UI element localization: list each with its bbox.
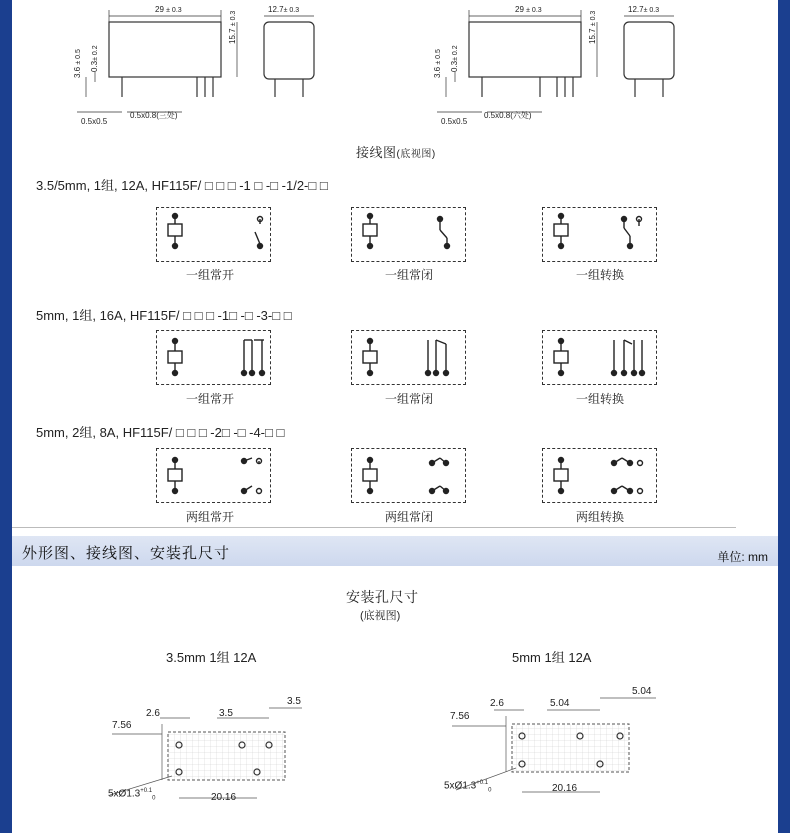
mount-left-pitch2: 3.5 xyxy=(287,696,301,707)
mounting-title: 安装孔尺寸 xyxy=(346,589,419,605)
dim-36-left: 3.6 ± 0.5 xyxy=(73,49,82,78)
mount-right-holes: $5xØ1.3^{+0.1}_0$ xyxy=(444,780,492,794)
wiring-label-1-co: 一组转换 xyxy=(576,268,625,282)
dim-03-left: 0.3± 0.2 xyxy=(90,45,99,72)
mounting-subtitle: (底视图) xyxy=(360,610,401,622)
dim-height-left: 15.7 ± 0.3 xyxy=(228,10,237,44)
dim-pitch-left: 0.5x0.5 xyxy=(81,117,108,126)
wiring-spec-2: 5mm, 1组, 16A, HF115F/ □ □ □ -1□ -□ -3-□ □ xyxy=(36,308,292,323)
wiring-label-3-no: 两组常开 xyxy=(186,510,235,524)
mount-left-26: 2.6 xyxy=(146,708,160,719)
wiring-label-2-co: 一组转换 xyxy=(576,392,625,406)
wiring-label-3-co: 两组转换 xyxy=(576,510,625,524)
unit-label: 单位: mm xyxy=(717,550,768,564)
mount-left-pitch: 3.5 xyxy=(219,708,233,719)
wiring-spec-1: 3.5/5mm, 1组, 12A, HF115F/ □ □ □ -1 □ -□ -1/2-□ □ xyxy=(36,178,328,193)
dim-length-right: 29 ± 0.3 xyxy=(515,5,542,14)
mount-right-2016: 20.16 xyxy=(552,783,578,794)
dim-36-right: 3.6 ± 0.5 xyxy=(433,49,442,78)
product-spec-page xyxy=(12,0,778,833)
mount-right-pitch2: 5.04 xyxy=(632,686,652,697)
dim-pitch-right: 0.5x0.5 xyxy=(441,117,468,126)
section-divider xyxy=(12,527,736,528)
wiring-label-2-nc: 一组常闭 xyxy=(385,392,434,406)
wiring-symbols xyxy=(12,0,778,530)
mount-left-holes: $5xØ1.3^{+0.1}_0$ xyxy=(108,788,156,802)
section-title: 外形图、接线图、安装孔尺寸 xyxy=(22,545,231,562)
mount-right-pitch: 5.04 xyxy=(550,698,570,709)
dim-pin-left: 0.5x0.8(三处) xyxy=(130,111,178,120)
dim-width-right: 12.7± 0.3 xyxy=(628,5,660,14)
mounting-drawings xyxy=(12,680,778,830)
dim-width-left: 12.7± 0.3 xyxy=(268,5,300,14)
wiring-spec-3: 5mm, 2组, 8A, HF115F/ □ □ □ -2□ -□ -4-□ □ xyxy=(36,425,285,440)
wiring-title: 接线图(底视图) xyxy=(356,145,436,160)
dim-pin-right: 0.5x0.8(六处) xyxy=(484,111,532,120)
wiring-label-3-nc: 两组常闭 xyxy=(385,510,434,524)
wiring-label-1-nc: 一组常闭 xyxy=(385,268,434,282)
mounting-right-label: 5mm 1组 12A xyxy=(512,650,592,665)
mount-left-756: 7.56 xyxy=(112,720,132,731)
dim-length-left: 29 ± 0.3 xyxy=(155,5,182,14)
mounting-left-label: 3.5mm 1组 12A xyxy=(166,650,257,665)
mount-left-2016: 20.16 xyxy=(211,792,237,803)
dim-03-right: 0.3± 0.2 xyxy=(450,45,459,72)
coil-symbol xyxy=(363,214,377,249)
mount-right-756: 7.56 xyxy=(450,711,470,722)
coil-symbol xyxy=(554,214,568,249)
dim-height-right: 15.7 ± 0.3 xyxy=(588,10,597,44)
mount-right-26: 2.6 xyxy=(490,698,504,709)
wiring-label-2-no: 一组常开 xyxy=(186,392,235,406)
wiring-label-1-no: 一组常开 xyxy=(186,268,235,282)
section-header-bar xyxy=(12,536,778,566)
coil-symbol xyxy=(168,214,182,249)
